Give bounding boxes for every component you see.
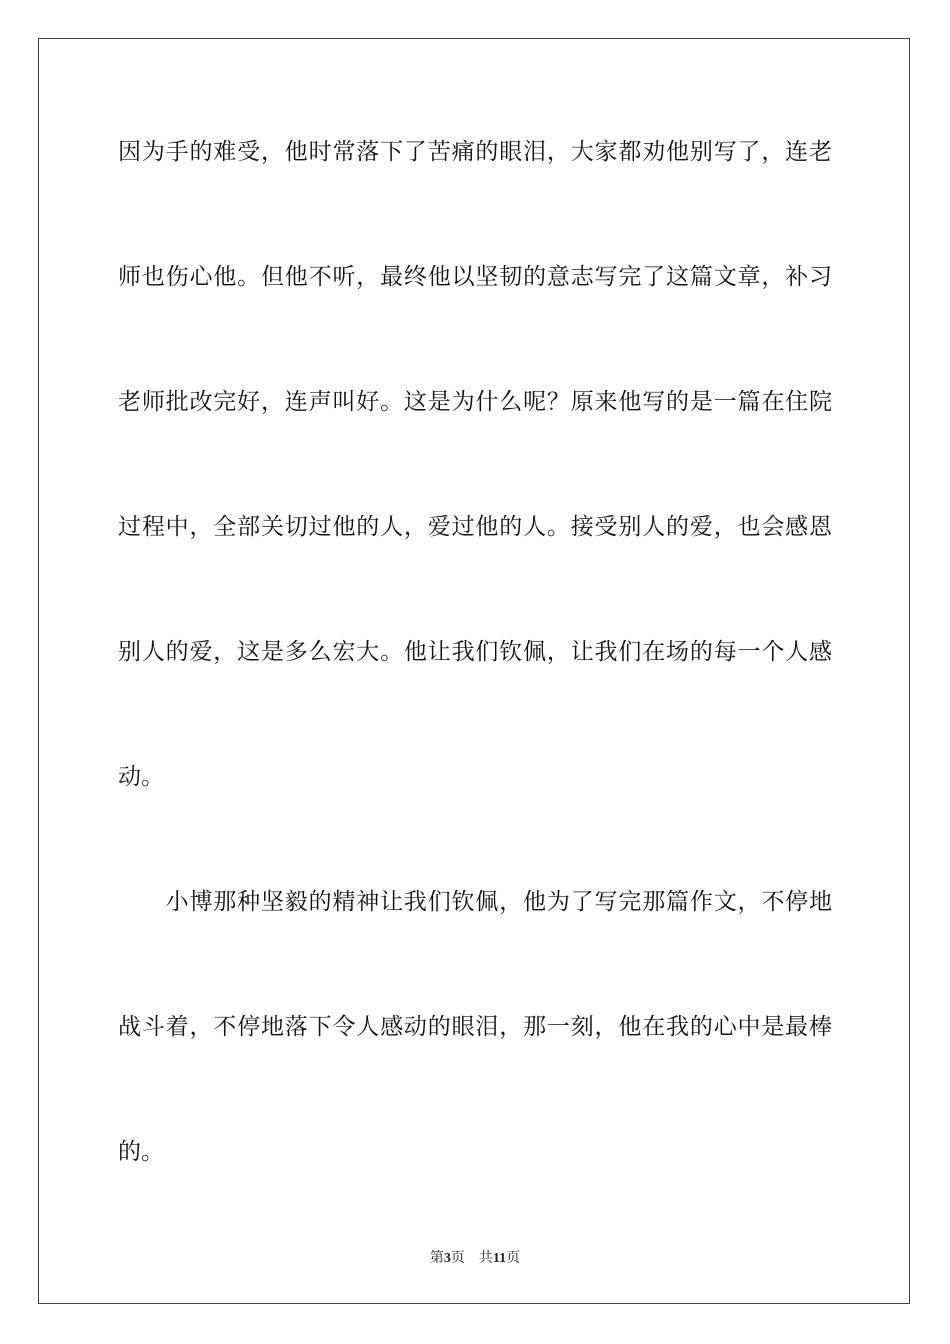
text-line: 过程中，全部关切过他的人，爱过他的人。接受别人的爱，也会感恩 xyxy=(118,514,832,540)
text-line: 师也伤心他。但他不听，最终他以坚韧的意志写完了这篇文章，补习 xyxy=(118,264,832,290)
text-line: 因为手的难受，他时常落下了苦痛的眼泪，大家都劝他别写了，连老 xyxy=(118,139,832,165)
paragraph xyxy=(118,120,832,809)
text-line: 老师批改完好，连声叫好。这是为什么呢？原来他写的是一篇在住院 xyxy=(118,389,832,415)
total-pages: 共11页 xyxy=(478,1250,521,1266)
page-footer xyxy=(0,1247,950,1267)
text-line: 别人的爱，这是多么宏大。他让我们钦佩，让我们在场的每一个人感 xyxy=(118,639,832,665)
paragraph xyxy=(118,870,832,1184)
page-number: 第3页 xyxy=(429,1250,465,1266)
document-body xyxy=(118,120,832,1184)
text-line: 动。 xyxy=(118,764,164,790)
text-line: 战斗着，不停地落下令人感动的眼泪，那一刻，他在我的心中是最棒 xyxy=(118,1014,832,1040)
text-line: 小博那种坚毅的精神让我们钦佩，他为了写完那篇作文，不停地 xyxy=(118,889,832,915)
text-line: 的。 xyxy=(118,1139,164,1165)
